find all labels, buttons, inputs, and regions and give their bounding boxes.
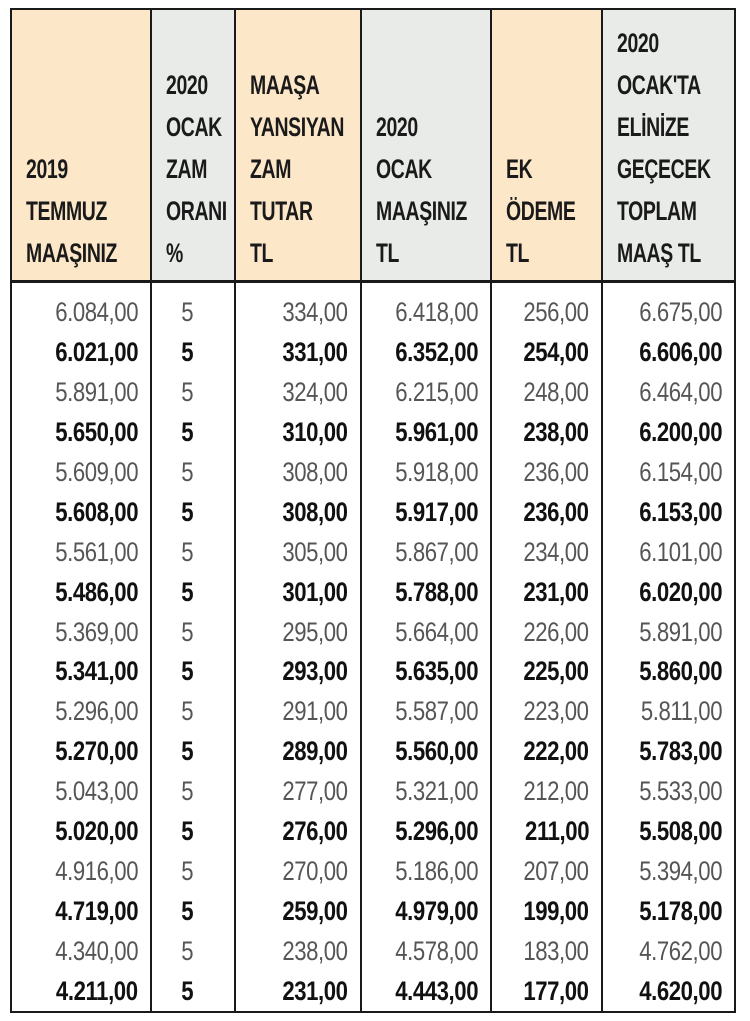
cell-total-salary — [602, 812, 734, 852]
cell-extra-payment — [491, 971, 602, 1011]
cell-value: 4.443,00 — [395, 975, 478, 1006]
header-label: 2020 OCAK MAAŞINIZ TL — [376, 112, 468, 268]
cell-raise-rate — [151, 333, 235, 373]
cell-extra-payment — [491, 492, 602, 532]
cell-total-salary — [602, 532, 734, 572]
cell-extra-payment — [491, 652, 602, 692]
cell-total-salary — [602, 772, 734, 812]
cell-raise-rate — [151, 971, 235, 1011]
cell-july-2019-salary — [12, 293, 151, 333]
cell-raise-rate — [151, 453, 235, 493]
cell-value: 6.020,00 — [639, 576, 722, 607]
cell-raise-amount — [235, 612, 361, 652]
cell-value: 5.369,00 — [55, 616, 138, 647]
cell-value: 276,00 — [282, 816, 348, 847]
header-raise-amount — [235, 10, 361, 282]
cell-value: 5.788,00 — [395, 576, 478, 607]
cell-raise-amount — [235, 373, 361, 413]
cell-jan-2020-salary — [361, 692, 491, 732]
cell-value: 5.043,00 — [55, 776, 138, 807]
table-row — [12, 572, 734, 612]
cell-value: 291,00 — [282, 696, 348, 727]
cell-value: 293,00 — [282, 656, 348, 687]
cell-raise-rate — [151, 931, 235, 971]
cell-value: 5.609,00 — [55, 457, 138, 487]
header-label: 2019 TEMMUZ MAAŞINIZ — [26, 154, 118, 268]
cell-value: 5.918,00 — [395, 457, 478, 487]
cell-july-2019-salary — [12, 732, 151, 772]
cell-value: 4.916,00 — [55, 855, 138, 886]
cell-value: 6.464,00 — [639, 377, 722, 408]
cell-jan-2020-salary — [361, 293, 491, 333]
cell-value: 6.101,00 — [639, 536, 722, 567]
cell-july-2019-salary — [12, 812, 151, 852]
cell-jan-2020-salary — [361, 971, 491, 1011]
header-total-salary — [602, 10, 734, 282]
cell-raise-rate — [151, 652, 235, 692]
cell-value: 238,00 — [523, 417, 589, 448]
cell-value: 331,00 — [282, 337, 348, 368]
cell-value: 5.860,00 — [639, 656, 722, 687]
cell-value: 5.783,00 — [639, 736, 722, 767]
cell-value: 234,00 — [523, 536, 589, 567]
cell-extra-payment — [491, 692, 602, 732]
cell-value: 5.341,00 — [55, 656, 138, 687]
cell-value: 254,00 — [523, 337, 589, 368]
spacer-cell — [361, 282, 491, 294]
table-row — [12, 413, 734, 453]
table-row — [12, 931, 734, 971]
cell-extra-payment — [491, 333, 602, 373]
header-extra-payment — [491, 10, 602, 282]
cell-raise-rate — [151, 612, 235, 652]
spacer-cell — [491, 282, 602, 294]
cell-extra-payment — [491, 931, 602, 971]
cell-value: 4.979,00 — [395, 895, 478, 926]
cell-extra-payment — [491, 413, 602, 453]
table-row — [12, 812, 734, 852]
cell-july-2019-salary — [12, 891, 151, 931]
cell-value: 270,00 — [282, 855, 348, 886]
cell-extra-payment — [491, 732, 602, 772]
cell-value: 5.296,00 — [55, 696, 138, 727]
table-row — [12, 333, 734, 373]
cell-value: 5.561,00 — [55, 536, 138, 567]
cell-value: 5.587,00 — [395, 696, 478, 727]
cell-value: 222,00 — [523, 736, 589, 767]
cell-value: 5.394,00 — [639, 855, 722, 886]
cell-raise-amount — [235, 971, 361, 1011]
cell-value: 6.352,00 — [395, 337, 478, 368]
cell-value: 4.719,00 — [55, 895, 138, 926]
cell-value: 5 — [181, 816, 193, 847]
cell-total-salary — [602, 373, 734, 413]
cell-value: 5.917,00 — [395, 496, 478, 527]
cell-raise-rate — [151, 373, 235, 413]
cell-value: 5.560,00 — [395, 736, 478, 767]
header-label: 2020 OCAK ZAM ORANI % — [166, 70, 227, 268]
cell-raise-rate — [151, 692, 235, 732]
cell-value: 5.020,00 — [55, 816, 138, 847]
cell-july-2019-salary — [12, 772, 151, 812]
cell-jan-2020-salary — [361, 891, 491, 931]
cell-value: 4.578,00 — [395, 935, 478, 966]
cell-raise-amount — [235, 652, 361, 692]
table-row — [12, 453, 734, 493]
table-row — [12, 652, 734, 692]
spacer-cell — [12, 282, 151, 294]
cell-value: 259,00 — [282, 895, 348, 926]
cell-extra-payment — [491, 772, 602, 812]
cell-value: 5 — [181, 417, 193, 448]
cell-jan-2020-salary — [361, 812, 491, 852]
cell-july-2019-salary — [12, 333, 151, 373]
cell-raise-rate — [151, 532, 235, 572]
cell-value: 238,00 — [282, 935, 348, 966]
cell-value: 225,00 — [523, 656, 589, 687]
table-row — [12, 891, 734, 931]
cell-extra-payment — [491, 293, 602, 333]
cell-raise-amount — [235, 532, 361, 572]
header-label: EK ÖDEME TL — [506, 154, 576, 268]
cell-jan-2020-salary — [361, 612, 491, 652]
cell-value: 5.635,00 — [395, 656, 478, 687]
header-july-2019-salary — [12, 10, 151, 282]
cell-value: 277,00 — [282, 776, 348, 807]
cell-jan-2020-salary — [361, 572, 491, 612]
cell-total-salary — [602, 453, 734, 493]
cell-extra-payment — [491, 612, 602, 652]
cell-extra-payment — [491, 572, 602, 612]
table-row — [12, 772, 734, 812]
cell-value: 5 — [181, 696, 193, 727]
cell-raise-rate — [151, 413, 235, 453]
cell-raise-rate — [151, 572, 235, 612]
cell-value: 5.270,00 — [55, 736, 138, 767]
cell-value: 226,00 — [523, 616, 589, 647]
cell-value: 248,00 — [523, 377, 589, 408]
cell-raise-amount — [235, 692, 361, 732]
cell-value: 5 — [181, 776, 193, 807]
cell-jan-2020-salary — [361, 931, 491, 971]
cell-extra-payment — [491, 453, 602, 493]
cell-july-2019-salary — [12, 532, 151, 572]
cell-raise-amount — [235, 812, 361, 852]
cell-value: 5.961,00 — [395, 417, 478, 448]
cell-july-2019-salary — [12, 971, 151, 1011]
cell-raise-amount — [235, 851, 361, 891]
cell-extra-payment — [491, 891, 602, 931]
cell-raise-amount — [235, 293, 361, 333]
cell-total-salary — [602, 732, 734, 772]
cell-value: 301,00 — [282, 576, 348, 607]
cell-value: 177,00 — [523, 975, 589, 1006]
cell-value: 6.153,00 — [639, 496, 722, 527]
table-body — [12, 282, 734, 1012]
table-row — [12, 293, 734, 333]
cell-value: 5.608,00 — [55, 496, 138, 527]
cell-value: 324,00 — [282, 377, 348, 408]
table-header — [12, 10, 734, 282]
cell-raise-amount — [235, 891, 361, 931]
cell-value: 6.606,00 — [639, 337, 722, 368]
cell-value: 305,00 — [282, 536, 348, 567]
cell-value: 231,00 — [282, 975, 348, 1006]
cell-value: 5 — [181, 496, 193, 527]
cell-raise-amount — [235, 732, 361, 772]
cell-value: 5 — [181, 457, 193, 487]
cell-july-2019-salary — [12, 931, 151, 971]
cell-jan-2020-salary — [361, 373, 491, 413]
cell-value: 5.296,00 — [395, 816, 478, 847]
table-row — [12, 851, 734, 891]
cell-value: 6.084,00 — [55, 297, 138, 328]
table-row — [12, 692, 734, 732]
cell-total-salary — [602, 413, 734, 453]
cell-value: 6.200,00 — [639, 417, 722, 448]
cell-total-salary — [602, 692, 734, 732]
cell-value: 5.533,00 — [639, 776, 722, 807]
header-raise-rate — [151, 10, 235, 282]
cell-value: 289,00 — [282, 736, 348, 767]
spacer-cell — [602, 282, 734, 294]
cell-value: 256,00 — [523, 297, 589, 328]
cell-value: 308,00 — [282, 457, 348, 487]
salary-table — [12, 10, 734, 1011]
cell-july-2019-salary — [12, 492, 151, 532]
cell-value: 4.340,00 — [55, 935, 138, 966]
cell-value: 4.620,00 — [639, 975, 722, 1006]
cell-value: 5.178,00 — [639, 895, 722, 926]
cell-value: 5 — [181, 576, 193, 607]
cell-value: 5.650,00 — [55, 417, 138, 448]
cell-value: 4.211,00 — [56, 975, 138, 1006]
cell-raise-amount — [235, 413, 361, 453]
cell-value: 5.486,00 — [55, 576, 138, 607]
cell-value: 5.186,00 — [395, 855, 478, 886]
cell-jan-2020-salary — [361, 652, 491, 692]
cell-raise-rate — [151, 812, 235, 852]
cell-jan-2020-salary — [361, 333, 491, 373]
cell-total-salary — [602, 931, 734, 971]
cell-raise-amount — [235, 572, 361, 612]
salary-table-frame — [10, 8, 736, 1013]
cell-value: 6.021,00 — [55, 337, 138, 368]
cell-jan-2020-salary — [361, 413, 491, 453]
cell-july-2019-salary — [12, 612, 151, 652]
header-label: MAAŞA YANSIYAN ZAM TUTAR TL — [250, 70, 345, 268]
cell-value: 334,00 — [282, 297, 348, 328]
cell-value: 5.891,00 — [55, 377, 138, 408]
table-row — [12, 612, 734, 652]
cell-value: 5.811,00 — [640, 696, 722, 727]
cell-jan-2020-salary — [361, 492, 491, 532]
cell-total-salary — [602, 851, 734, 891]
cell-july-2019-salary — [12, 652, 151, 692]
cell-raise-rate — [151, 293, 235, 333]
cell-value: 5 — [181, 656, 193, 687]
cell-total-salary — [602, 293, 734, 333]
table-row — [12, 532, 734, 572]
cell-value: 199,00 — [523, 895, 589, 926]
cell-raise-amount — [235, 453, 361, 493]
spacer-cell — [235, 282, 361, 294]
cell-total-salary — [602, 891, 734, 931]
cell-july-2019-salary — [12, 373, 151, 413]
cell-value: 5.867,00 — [395, 536, 478, 567]
cell-raise-rate — [151, 891, 235, 931]
cell-jan-2020-salary — [361, 453, 491, 493]
cell-jan-2020-salary — [361, 532, 491, 572]
cell-value: 6.154,00 — [639, 457, 722, 487]
cell-value: 5.321,00 — [395, 776, 478, 807]
cell-jan-2020-salary — [361, 851, 491, 891]
cell-value: 5 — [181, 935, 193, 966]
cell-value: 207,00 — [523, 855, 589, 886]
cell-value: 5 — [181, 536, 193, 567]
cell-total-salary — [602, 971, 734, 1011]
cell-july-2019-salary — [12, 453, 151, 493]
table-row — [12, 492, 734, 532]
cell-value: 4.762,00 — [639, 935, 722, 966]
cell-value: 5 — [181, 895, 193, 926]
header-jan-2020-salary — [361, 10, 491, 282]
cell-raise-amount — [235, 772, 361, 812]
cell-value: 231,00 — [523, 576, 589, 607]
cell-total-salary — [602, 652, 734, 692]
cell-extra-payment — [491, 373, 602, 413]
cell-raise-rate — [151, 772, 235, 812]
cell-extra-payment — [491, 851, 602, 891]
cell-value: 212,00 — [523, 776, 589, 807]
table-row — [12, 732, 734, 772]
cell-value: 5 — [181, 337, 193, 368]
spacer-row — [12, 282, 734, 294]
cell-jan-2020-salary — [361, 772, 491, 812]
cell-value: 6.675,00 — [639, 297, 722, 328]
cell-july-2019-salary — [12, 692, 151, 732]
cell-value: 5.508,00 — [639, 816, 722, 847]
cell-value: 236,00 — [523, 496, 589, 527]
cell-total-salary — [602, 333, 734, 373]
cell-value: 223,00 — [523, 696, 589, 727]
cell-total-salary — [602, 612, 734, 652]
cell-value: 5 — [181, 377, 193, 408]
cell-value: 5.664,00 — [395, 616, 478, 647]
cell-value: 183,00 — [523, 935, 589, 966]
table-row — [12, 971, 734, 1011]
cell-raise-amount — [235, 931, 361, 971]
cell-total-salary — [602, 572, 734, 612]
cell-total-salary — [602, 492, 734, 532]
cell-value: 5 — [181, 975, 193, 1006]
cell-value: 5 — [181, 736, 193, 767]
cell-value: 295,00 — [282, 616, 348, 647]
cell-value: 5 — [181, 855, 193, 886]
cell-value: 6.418,00 — [395, 297, 478, 328]
cell-value: 5 — [181, 297, 193, 328]
cell-extra-payment — [491, 812, 602, 852]
cell-july-2019-salary — [12, 572, 151, 612]
cell-value: 6.215,00 — [395, 377, 478, 408]
cell-value: 5 — [181, 616, 193, 647]
cell-raise-rate — [151, 732, 235, 772]
cell-july-2019-salary — [12, 413, 151, 453]
cell-value: 236,00 — [523, 457, 589, 487]
cell-value: 310,00 — [282, 417, 348, 448]
cell-value: 5.891,00 — [639, 616, 722, 647]
cell-raise-rate — [151, 492, 235, 532]
cell-raise-amount — [235, 492, 361, 532]
spacer-cell — [151, 282, 235, 294]
header-label: 2020 OCAK'TA ELİNİZE GEÇECEK TOPLAM MAAŞ TL — [617, 28, 711, 268]
cell-jan-2020-salary — [361, 732, 491, 772]
header-row — [12, 10, 734, 282]
cell-extra-payment — [491, 532, 602, 572]
cell-raise-amount — [235, 333, 361, 373]
cell-raise-rate — [151, 851, 235, 891]
cell-july-2019-salary — [12, 851, 151, 891]
table-row — [12, 373, 734, 413]
cell-value: 211,00 — [524, 816, 589, 847]
cell-value: 308,00 — [282, 496, 348, 527]
